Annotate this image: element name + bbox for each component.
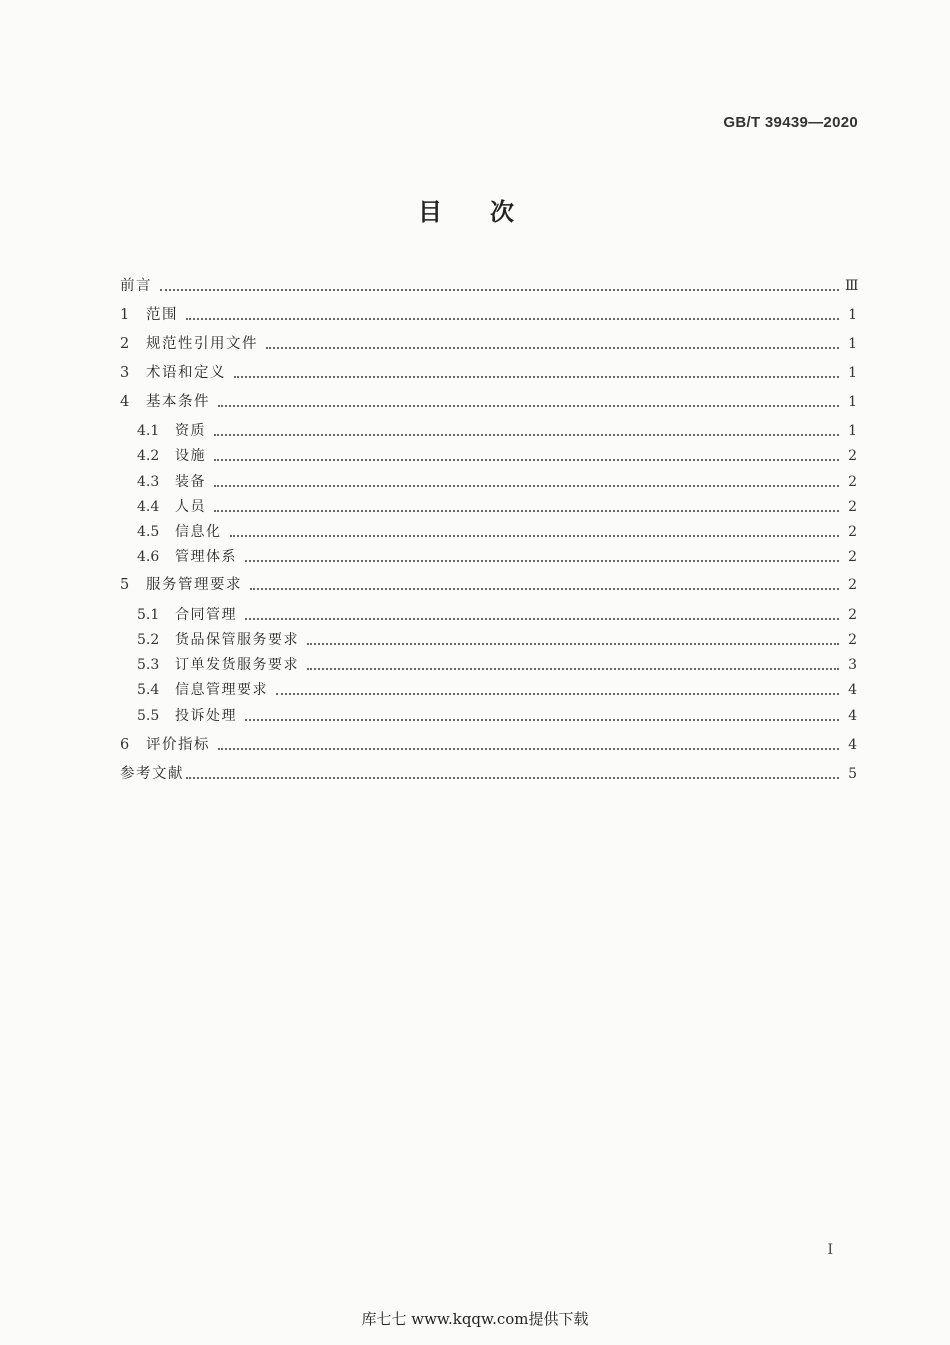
toc-entry-4-6[interactable]	[137, 545, 857, 567]
toc-entry-number: 4.3	[137, 474, 160, 490]
toc-leader	[245, 719, 839, 721]
toc-entry-5-1[interactable]	[137, 603, 857, 625]
toc-entry-number: 5.1	[137, 607, 160, 623]
toc-leader	[214, 485, 839, 487]
toc-entry-number: 5.2	[137, 632, 160, 648]
toc-entry-label: 设施	[175, 448, 206, 464]
toc-entry-number: 4.6	[137, 549, 160, 565]
toc-entry-page: 1	[848, 336, 857, 352]
standard-code: GB/T 39439—2020	[723, 114, 858, 131]
toc-entry-label: 资质	[175, 423, 206, 439]
toc-entry-page: 1	[848, 365, 857, 381]
toc-entry-page: 2	[848, 607, 857, 623]
toc-entry-label: 投诉处理	[175, 708, 237, 724]
toc-entry-number: 5	[120, 577, 130, 593]
toc-entry-number: 5.3	[137, 657, 160, 673]
toc-entry-5-2[interactable]	[137, 628, 857, 650]
toc-entry-label: 货品保管服务要求	[175, 632, 299, 648]
toc-entry-page: 1	[848, 307, 857, 323]
toc-entry-label: 装备	[175, 474, 206, 490]
toc-entry-page: 2	[848, 448, 857, 464]
toc-leader	[250, 588, 839, 590]
toc-leader	[218, 748, 839, 750]
toc-leader	[214, 434, 839, 436]
toc-entry-5-3[interactable]	[137, 653, 857, 675]
toc-entry-label: 信息化	[175, 524, 222, 540]
toc-leader	[245, 618, 839, 620]
toc-entry-page: 2	[848, 524, 857, 540]
toc-entry-label: 参考文献	[120, 766, 184, 782]
toc-entry-label: 术语和定义	[146, 365, 226, 381]
toc-entry-page: 3	[848, 657, 857, 673]
toc-leader	[186, 318, 839, 320]
toc-leader	[160, 289, 839, 291]
toc-entry-1[interactable]	[120, 303, 857, 325]
toc-entry-5[interactable]	[120, 573, 857, 595]
toc-entry-label: 范围	[146, 307, 178, 323]
toc-leader	[266, 347, 839, 349]
toc-entry-number: 4.4	[137, 499, 160, 515]
toc-entry-number: 4	[120, 394, 130, 410]
toc-leader	[214, 459, 839, 461]
toc-entry-number: 3	[120, 365, 130, 381]
toc-entry-page: 2	[848, 499, 857, 515]
toc-entry-4-4[interactable]	[137, 495, 857, 517]
toc-leader	[276, 693, 839, 695]
toc-entry-page: 5	[848, 766, 857, 782]
toc-entry-page: Ⅲ	[845, 278, 859, 294]
toc-entry-number: 2	[120, 336, 130, 352]
toc-entry-2[interactable]	[120, 332, 857, 354]
toc-entry-label: 信息管理要求	[175, 682, 268, 698]
toc-leader	[307, 668, 839, 670]
toc-entry-page: 1	[848, 394, 857, 410]
toc-entry-page: 2	[848, 632, 857, 648]
toc-entry-page: 2	[848, 549, 857, 565]
toc-leader	[234, 376, 839, 378]
toc-entry-number: 5.4	[137, 682, 160, 698]
toc-entry-4-3[interactable]	[137, 470, 857, 492]
toc-entry-number: 4.5	[137, 524, 160, 540]
toc-entry-3[interactable]	[120, 361, 857, 383]
toc-entry-page: 1	[848, 423, 857, 439]
download-footer: 库七七 www.kqqw.com提供下载	[361, 1310, 589, 1328]
toc-entry-label: 规范性引用文件	[146, 336, 258, 352]
toc-entry-label: 前言	[120, 278, 152, 294]
page-title: 目次	[418, 198, 562, 226]
toc-entry-references[interactable]	[120, 762, 857, 784]
toc-entry-label: 订单发货服务要求	[175, 657, 299, 673]
toc-leader	[186, 777, 839, 779]
toc-entry-number: 1	[120, 307, 130, 323]
toc-entry-5-4[interactable]	[137, 678, 857, 700]
toc-leader	[245, 560, 839, 562]
toc-entry-4-1[interactable]	[137, 419, 857, 441]
toc-entry-number: 4.1	[137, 423, 160, 439]
toc-entry-label: 合同管理	[175, 607, 237, 623]
toc-entry-page: 4	[848, 708, 857, 724]
toc-leader	[214, 510, 839, 512]
toc-entry-number: 6	[120, 737, 130, 753]
toc-entry-4-2[interactable]	[137, 444, 857, 466]
toc-entry-foreword[interactable]	[120, 274, 857, 296]
toc-entry-label: 人员	[175, 499, 206, 515]
toc-leader	[230, 535, 840, 537]
toc-entry-4[interactable]	[120, 390, 857, 412]
toc-entry-page: 2	[848, 474, 857, 490]
toc-entry-4-5[interactable]	[137, 520, 857, 542]
page-number: I	[827, 1242, 833, 1258]
toc-leader	[307, 643, 839, 645]
toc-entry-number: 4.2	[137, 448, 160, 464]
toc-entry-label: 管理体系	[175, 549, 237, 565]
toc-entry-page: 4	[848, 682, 857, 698]
toc-entry-5-5[interactable]	[137, 704, 857, 726]
toc-entry-label: 服务管理要求	[146, 577, 242, 593]
toc-entry-label: 评价指标	[146, 737, 210, 753]
toc-entry-6[interactable]	[120, 733, 857, 755]
toc-entry-page: 2	[848, 577, 857, 593]
toc-entry-page: 4	[848, 737, 857, 753]
toc-leader	[218, 405, 839, 407]
toc-entry-number: 5.5	[137, 708, 160, 724]
toc-entry-label: 基本条件	[146, 394, 210, 410]
